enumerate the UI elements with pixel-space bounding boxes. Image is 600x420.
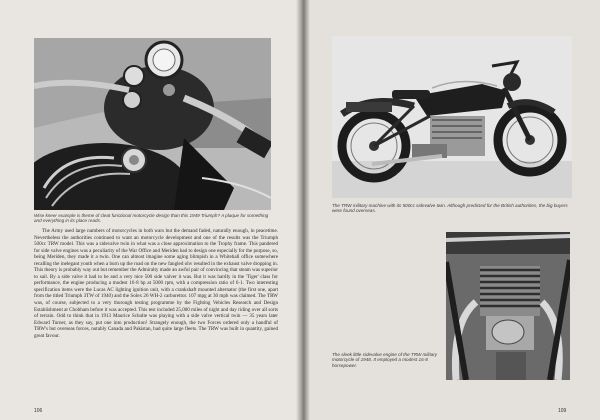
book-gutter xyxy=(296,0,310,420)
body-paragraph: The Army used large numbers of motorcycles in both wars but the demand faded, naturally enough, in peacetime. Nevertheless the authorities continued to want an motorcycle development and one of the results was the Triumph 500cc TRW model. This was a sidevalve twin in what was a close approximation to the Trophy frame. This pandered for side valve engines was a peculiarity of the War Office and Meriden had to design one especially for the purpose, so, being Meriden, they made it a twin. One can almost imagine some aging blimpish in a Whitehall office somewhere recalling the inelegant youth when a burn up the road on the new fangled ohv resulted in the exhaust valve dropping in. This theory is probably way out but remember the Admiralty made an awful pair of convincing that steam was superior to sail. By a side valve it had to be and a very nice 500 side valver it was. But it was hardly in the 'Tiger' class for performance, the engine producing a modest 16·8 hp at 5000 rpm, with a compression ratio of 6·1. Two interesting specification items were the Lucas AC lighting ignition unit, with a crankshaft mounted alternator (the first one, apart from the titled Triumph 3TW of 1940) and the Solex 26 WH-2 carburettor. 107 mpg at 30 mph was claimed. The TRW was, of course, subjected to a very thorough testing programme by the Fighting Vehicles Research and Design Establishment at Chobham before it was accepted. This test included 25,000 miles of night and day riding over all sorts of terrain. Odd to think that in 1913 Maurice Schulte was playing with a side valve vertical twin — 35 years later Edward Turner, as they say, put one into production! Strangely enough, the two Forces ordered only a handful of TRW's but overseas forces, notably Canada and Pakistan, had quite large fleets. The TRW was built in quantity, gained great favour. xyxy=(34,228,278,339)
motorcycle-side-photo xyxy=(332,36,572,198)
page-number-left: 106 xyxy=(34,408,43,414)
photo-caption-bottom-right: The sleek little sidevalve engine of the TRW military motorcycle of 1948. It employed a modest 16·8 horsepower. xyxy=(332,352,438,368)
photo-caption-top-right: The TRW military machine with its 500cc sidevalve twin. Although predicted for the British authorities, the big buyers were found overseas. xyxy=(332,203,568,214)
page-number-right: 109 xyxy=(558,408,567,414)
right-page xyxy=(302,0,600,420)
engine-closeup-photo xyxy=(446,232,570,380)
body-text xyxy=(34,228,278,404)
handlebar-photo xyxy=(34,38,271,210)
photo-caption-left: Wise kneer example is theme of cleat functional motorcycle design than this 1949 Triumph? A plaque for something and everything in its place reads. xyxy=(34,213,269,224)
